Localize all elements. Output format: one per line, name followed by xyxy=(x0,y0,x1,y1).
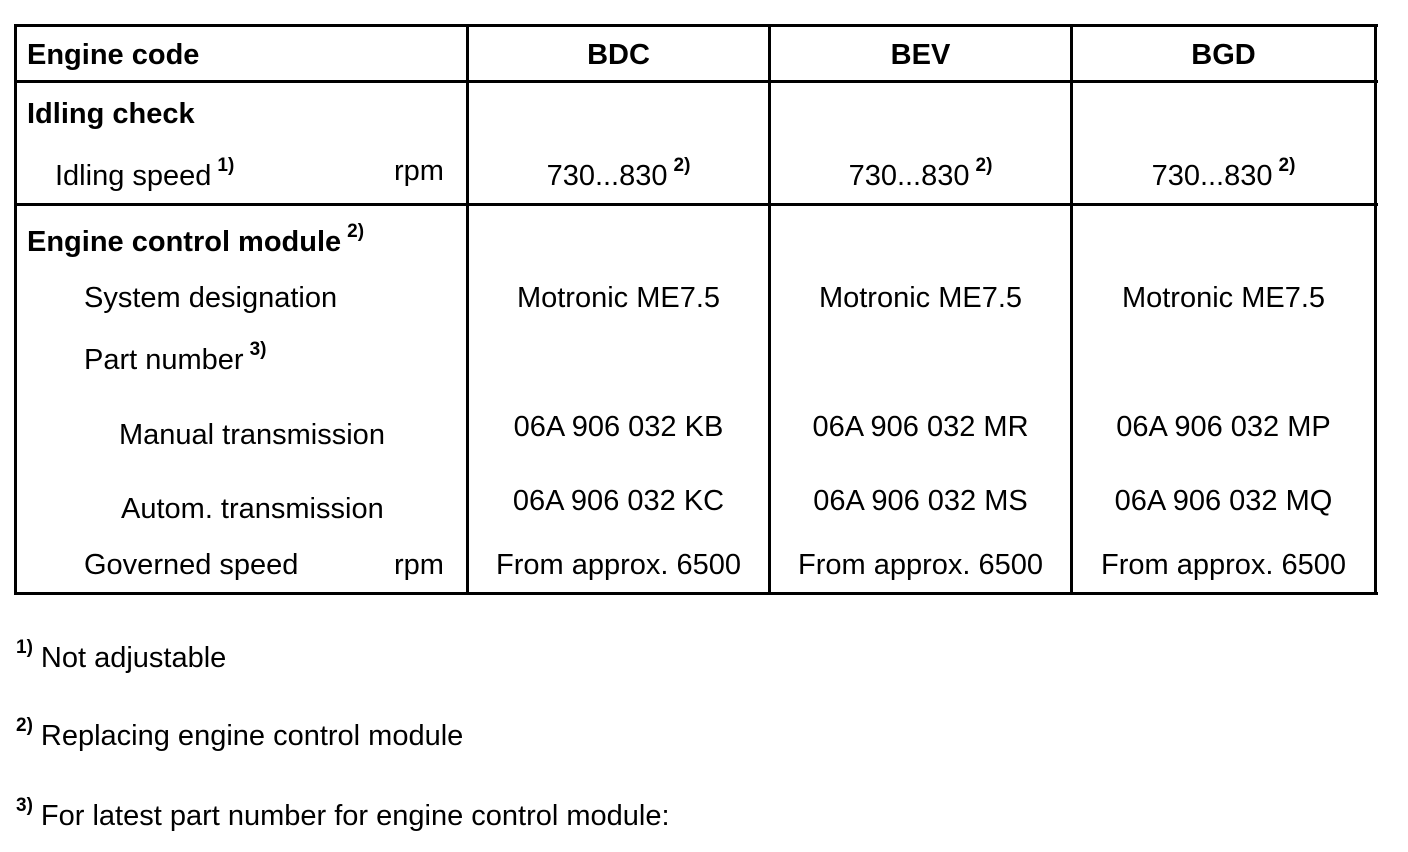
governed-value-bev: From approx. 6500 xyxy=(797,549,1043,581)
footnote-ref: 1) xyxy=(217,155,235,176)
header-col-bgd: BGD xyxy=(1191,39,1256,71)
manual-part-bgd: 06A 906 032 MP xyxy=(1116,411,1331,443)
governed-speed-unit: rpm xyxy=(394,549,444,581)
system-value-bgd: Motronic ME7.5 xyxy=(1121,282,1326,314)
system-value-bev: Motronic ME7.5 xyxy=(818,282,1023,314)
header-col-bev: BEV xyxy=(890,39,951,71)
table-border-left xyxy=(14,24,17,595)
auto-part-bev: 06A 906 032 MS xyxy=(813,485,1028,517)
idling-value-bdc: 730...830 $^{2)}$ xyxy=(546,155,691,192)
footnote-1: $^{1)}$ Not adjustable xyxy=(16,637,227,674)
table-border-bottom xyxy=(14,592,1378,595)
auto-part-bgd: 06A 906 032 MQ xyxy=(1114,485,1333,517)
idling-speed-unit: rpm xyxy=(394,155,444,187)
governed-speed-label: Governed speed xyxy=(84,549,299,581)
autom-transmission-label: Autom. transmission xyxy=(121,493,384,525)
idling-section-title: Idling check xyxy=(27,98,195,130)
manual-part-bdc: 06A 906 032 KB xyxy=(513,411,724,443)
idling-value-bev: 730...830 $^{2)}$ xyxy=(848,155,993,192)
governed-value-bgd: From approx. 6500 xyxy=(1100,549,1346,581)
system-value-bdc: Motronic ME7.5 xyxy=(516,282,721,314)
idling-speed-label: Idling speed $^{1)}$ xyxy=(55,155,235,192)
part-number-label: Part number $^{3)}$ xyxy=(84,339,267,376)
manual-transmission-label: Manual transmission xyxy=(119,419,385,451)
header-label: Engine code xyxy=(27,39,200,71)
footnote-2: $^{2)}$ Replacing engine control module xyxy=(16,715,464,752)
auto-part-bdc: 06A 906 032 KC xyxy=(512,485,725,517)
table-divider-header xyxy=(14,80,1378,83)
manual-part-bev: 06A 906 032 MR xyxy=(812,411,1029,443)
governed-value-bdc: From approx. 6500 xyxy=(495,549,741,581)
system-designation-label: System designation xyxy=(84,282,338,314)
idling-value-bgd: 730...830 $^{2)}$ xyxy=(1151,155,1296,192)
table-border-top xyxy=(14,24,1378,27)
ecm-section-title: Engine control module $^{2)}$ xyxy=(27,221,365,258)
table-divider-idling xyxy=(14,203,1378,206)
header-col-bdc: BDC xyxy=(587,39,650,71)
footnote-3: $^{3)}$ For latest part number for engine control module: xyxy=(16,795,670,832)
table-border-right xyxy=(1374,24,1377,595)
